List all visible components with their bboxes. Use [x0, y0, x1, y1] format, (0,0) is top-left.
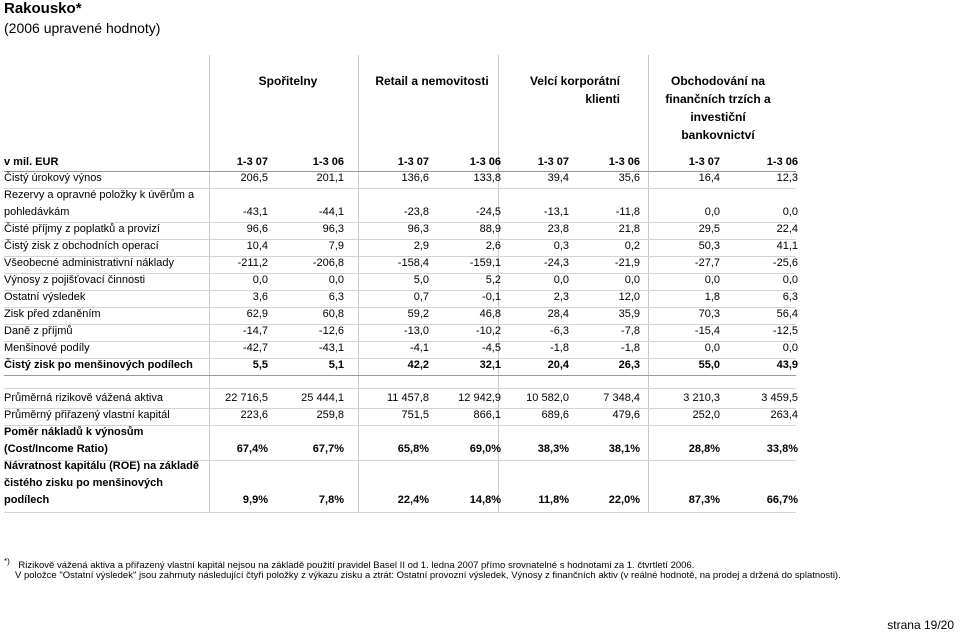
table-cell: 11 457,8 — [386, 392, 429, 404]
table-cell: 1-3 06 — [766, 156, 798, 168]
table-cell: -159,1 — [469, 257, 501, 269]
table-cell: 46,8 — [479, 308, 501, 320]
table-cell: 7,8% — [318, 494, 344, 506]
table-cell: 0,3 — [553, 240, 569, 252]
row-label: Rezervy a opravné položky k úvěrům a — [4, 189, 195, 201]
table-cell: 5,2 — [485, 274, 501, 286]
table-cell: 59,2 — [407, 308, 429, 320]
footnote-2: V položce "Ostatní výsledek" jsou zahrnuty následující čtyři položky z výkazu zisku a ztrát: Ostatní provozní výsledek, Výnosy z finančních aktiv (v reálné hodnotě, na prodej a držená do splatnosti). — [15, 570, 841, 581]
row-label: (Cost/Income Ratio) — [4, 443, 108, 455]
table-cell: 1-3 07 — [688, 156, 720, 168]
footnote-1-text: Rizikově vážená aktiva a přiřazený vlastní kapitál nejsou na základě použití pravidel Basel II od 1. ledna 2007 přímo srovnatelné s hodnotami za 1. čtvrtletí 2006. — [18, 560, 695, 572]
table-cell: -158,4 — [397, 257, 429, 269]
table-cell: 6,3 — [782, 291, 798, 303]
table-cell: 3 210,3 — [683, 392, 720, 404]
page-subtitle: (2006 upravené hodnoty) — [4, 20, 161, 36]
table-cell: 136,6 — [401, 172, 429, 184]
table-cell: 689,6 — [541, 409, 569, 421]
table-cell: 0,7 — [413, 291, 429, 303]
row-label: Zisk před zdaněním — [4, 308, 101, 320]
table-cell: 33,8% — [766, 443, 798, 455]
row-label: Návratnost kapitálu (ROE) na základě — [4, 460, 199, 472]
table-cell: 41,1 — [776, 240, 798, 252]
table-cell: 50,3 — [698, 240, 720, 252]
table-cell: -23,8 — [403, 206, 429, 218]
table-cell: 1-3 07 — [236, 156, 268, 168]
table-cell: 38,3% — [537, 443, 569, 455]
column-divider — [648, 55, 649, 512]
table-cell: 22,4% — [397, 494, 429, 506]
table-cell: -44,1 — [318, 206, 344, 218]
table-cell: 39,4 — [547, 172, 569, 184]
table-cell: 62,9 — [246, 308, 268, 320]
table-cell: 65,8% — [397, 443, 429, 455]
table-cell: -21,9 — [614, 257, 640, 269]
row-label: Čistý úrokový výnos — [4, 172, 102, 184]
table-cell: 206,5 — [240, 172, 268, 184]
row-label: Menšinové podíly — [4, 342, 90, 354]
table-cell: 25 444,1 — [301, 392, 344, 404]
table-cell: 3 459,5 — [761, 392, 798, 404]
row-label: pohledávkám — [4, 206, 70, 218]
table-cell: 6,3 — [328, 291, 344, 303]
table-cell: 263,4 — [770, 409, 798, 421]
table-cell: 14,8% — [469, 494, 501, 506]
table-cell: 0,2 — [624, 240, 640, 252]
table-cell: 0,0 — [553, 274, 569, 286]
row-separator — [4, 512, 796, 513]
table-cell: 259,8 — [316, 409, 344, 421]
table-cell: 87,3% — [688, 494, 720, 506]
table-cell: 11,8% — [538, 494, 569, 506]
table-cell: 479,6 — [612, 409, 640, 421]
table-cell: -0,1 — [482, 291, 501, 303]
row-label: Průměrný přiřazený vlastní kapitál — [4, 409, 170, 421]
table-cell: 0,0 — [328, 274, 344, 286]
table-cell: 12,3 — [776, 172, 798, 184]
table-cell: -1,8 — [621, 342, 640, 354]
table-cell: -10,2 — [475, 325, 501, 337]
table-cell: 60,8 — [322, 308, 344, 320]
table-cell: -12,6 — [318, 325, 344, 337]
table-cell: 26,3 — [618, 359, 640, 371]
table-cell: 70,3 — [698, 308, 720, 320]
table-cell: -12,5 — [772, 325, 798, 337]
row-label: Čistý zisk po menšinových podílech — [4, 359, 193, 371]
table-cell: 96,3 — [407, 223, 429, 235]
segment-header-4: Obchodování na finančních trzích a investiční bankovnictví — [665, 74, 771, 142]
table-cell: 96,3 — [322, 223, 344, 235]
table-cell: 43,9 — [776, 359, 798, 371]
table-cell: 35,6 — [618, 172, 640, 184]
table-cell: 12 942,9 — [458, 392, 501, 404]
table-cell: -25,6 — [772, 257, 798, 269]
table-cell: 55,0 — [698, 359, 720, 371]
row-label: Čistý zisk z obchodních operací — [4, 240, 159, 252]
table-cell: 866,1 — [473, 409, 501, 421]
table-cell: -206,8 — [312, 257, 344, 269]
table-cell: -14,7 — [242, 325, 268, 337]
table-cell: 35,9 — [618, 308, 640, 320]
row-label: Průměrná rizikově vážená aktiva — [4, 392, 163, 404]
row-label: Všeobecné administrativní náklady — [4, 257, 174, 269]
table-cell: 0,0 — [782, 206, 798, 218]
table-cell: 5,1 — [328, 359, 344, 371]
table-cell: -211,2 — [237, 257, 268, 269]
table-cell: 28,8% — [688, 443, 720, 455]
table-cell: -15,4 — [694, 325, 720, 337]
segment-header-2: Retail a nemovitosti — [375, 74, 489, 88]
table-cell: 22,4 — [776, 223, 798, 235]
table-cell: -43,1 — [242, 206, 268, 218]
table-cell: -27,7 — [694, 257, 720, 269]
table-cell: 16,4 — [698, 172, 720, 184]
table-cell: 252,0 — [692, 409, 720, 421]
table-cell: 22 716,5 — [225, 392, 268, 404]
table-cell: -13,0 — [403, 325, 429, 337]
segment-header-3: Velcí korporátní klienti — [529, 74, 620, 106]
table-cell: 96,6 — [246, 223, 268, 235]
footnote-marker: *) — [4, 557, 10, 566]
table-cell: -43,1 — [318, 342, 344, 354]
table-cell: 5,5 — [252, 359, 268, 371]
table-cell: 133,8 — [473, 172, 501, 184]
table-cell: 0,0 — [704, 342, 720, 354]
table-cell: 0,0 — [252, 274, 268, 286]
table-cell: 9,9% — [242, 494, 268, 506]
table-cell: -13,1 — [543, 206, 569, 218]
table-cell: 20,4 — [547, 359, 569, 371]
row-label: v mil. EUR — [4, 156, 59, 168]
table-cell: 21,8 — [618, 223, 640, 235]
table-cell: 1-3 06 — [469, 156, 501, 168]
table-cell: 2,3 — [553, 291, 569, 303]
table-cell: -24,5 — [475, 206, 501, 218]
table-cell: 1-3 07 — [537, 156, 569, 168]
table-cell: -7,8 — [621, 325, 640, 337]
table-cell: 3,6 — [252, 291, 268, 303]
row-separator — [4, 375, 796, 376]
table-cell: -4,1 — [410, 342, 429, 354]
table-cell: 0,0 — [782, 274, 798, 286]
table-cell: 7 348,4 — [603, 392, 640, 404]
table-cell: 223,6 — [240, 409, 268, 421]
table-cell: -24,3 — [543, 257, 569, 269]
table-cell: 67,4% — [236, 443, 268, 455]
table-cell: 10 582,0 — [526, 392, 569, 404]
row-label: Čisté příjmy z poplatků a provizí — [4, 223, 160, 235]
table-cell: 88,9 — [479, 223, 501, 235]
table-cell: -1,8 — [550, 342, 569, 354]
row-label: Daně z příjmů — [4, 325, 73, 337]
table-cell: 28,4 — [547, 308, 569, 320]
row-label: podílech — [4, 494, 50, 506]
table-cell: -42,7 — [242, 342, 268, 354]
table-cell: 201,1 — [316, 172, 344, 184]
table-cell: 751,5 — [401, 409, 429, 421]
row-label: Poměr nákladů k výnosům — [4, 426, 144, 438]
table-cell: 1,8 — [704, 291, 720, 303]
table-cell: -4,5 — [482, 342, 501, 354]
table-cell: 69,0% — [469, 443, 501, 455]
table-cell: 1-3 07 — [397, 156, 429, 168]
table-cell: 5,0 — [413, 274, 429, 286]
table-cell: 0,0 — [624, 274, 640, 286]
table-cell: 38,1% — [608, 443, 640, 455]
table-cell: 29,5 — [698, 223, 720, 235]
table-cell: 12,0 — [618, 291, 640, 303]
row-label: Ostatní výsledek — [4, 291, 86, 303]
table-cell: 2,6 — [485, 240, 501, 252]
row-label: Výnosy z pojišťovací činnosti — [4, 274, 146, 286]
segment-header-1: Spořitelny — [258, 74, 318, 88]
table-cell: 1-3 06 — [312, 156, 344, 168]
table-cell: 0,0 — [704, 274, 720, 286]
table-cell: 7,9 — [328, 240, 344, 252]
table-cell: 0,0 — [704, 206, 720, 218]
table-cell: 66,7% — [766, 494, 798, 506]
page-title: Rakousko* — [4, 0, 82, 17]
table-cell: 32,1 — [479, 359, 501, 371]
table-cell: 67,7% — [312, 443, 344, 455]
table-cell: 2,9 — [413, 240, 429, 252]
table-cell: 56,4 — [776, 308, 798, 320]
row-label: čistého zisku po menšinových — [4, 477, 163, 489]
row-separator — [4, 388, 796, 389]
page-number: strana 19/20 — [887, 618, 954, 632]
table-cell: 23,8 — [547, 223, 569, 235]
table-cell: 42,2 — [407, 359, 429, 371]
table-cell: 1-3 06 — [608, 156, 640, 168]
table-cell: 10,4 — [246, 240, 268, 252]
table-cell: -6,3 — [550, 325, 569, 337]
table-cell: 0,0 — [782, 342, 798, 354]
table-cell: -11,8 — [615, 206, 640, 218]
table-cell: 22,0% — [608, 494, 640, 506]
